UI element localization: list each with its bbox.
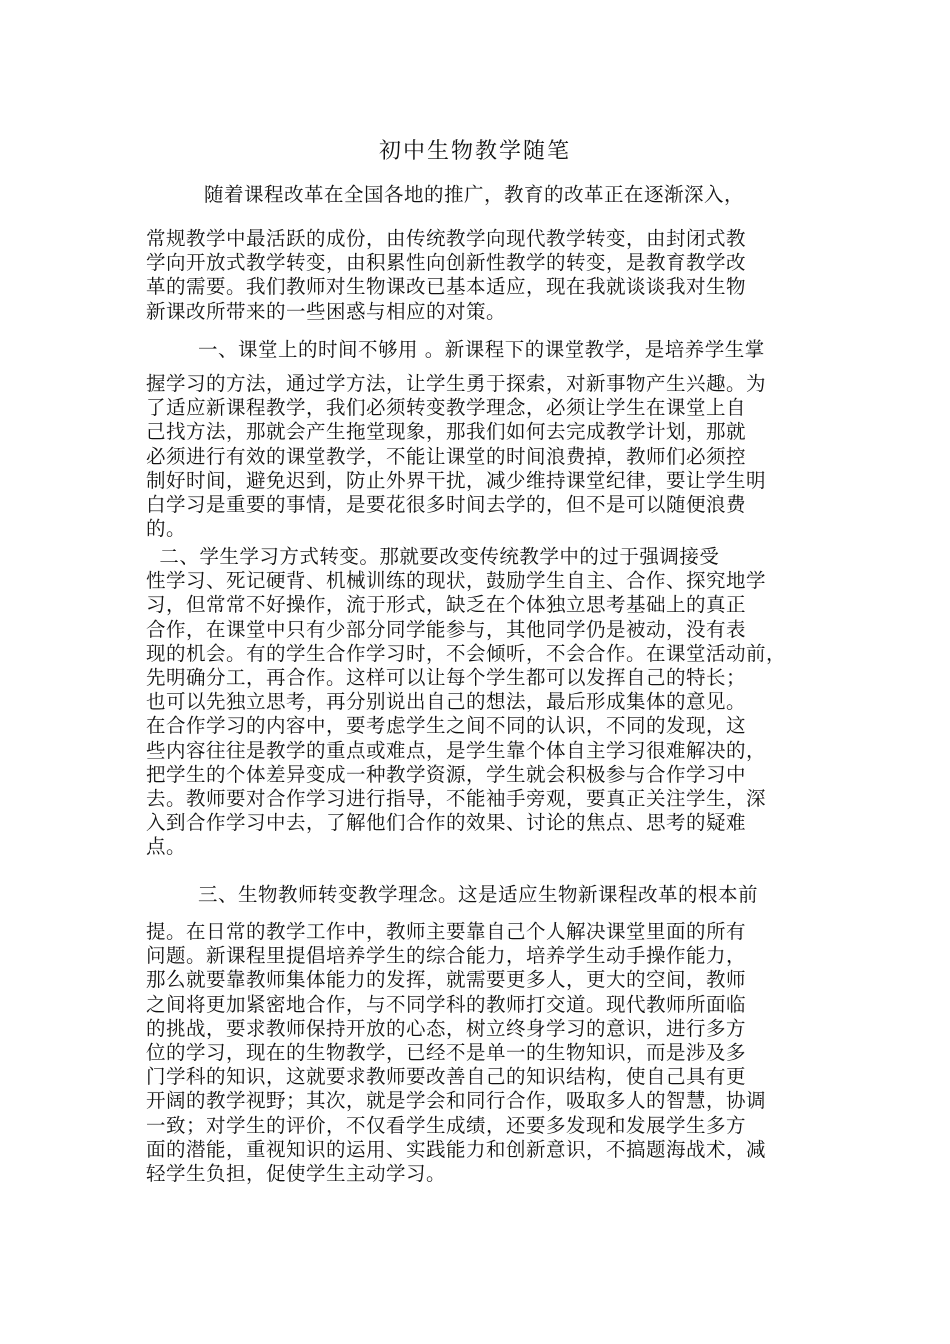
paragraph-4-line: 轻学生负担，促使学生主动学习。 (146, 1162, 447, 1186)
paragraph-2-line: 己找方法，那就会产生拖堂现象，那我们如何去完成教学计划，那就 (146, 420, 747, 444)
paragraph-2-line: 必须进行有效的课堂教学，不能让课堂的时间浪费掉，教师们必须控 (146, 444, 747, 468)
paragraph-3-line: 在合作学习的内容中，要考虑学生之间不同的认识，不同的发现，这 (146, 714, 747, 738)
paragraph-1-first-line: 随着课程改革在全国各地的推广，教育的改革正在逐渐深入， (204, 183, 745, 206)
paragraph-2-line: 了适应新课程教学，我们必须转变教学理念，必须让学生在课堂上自 (146, 396, 747, 420)
paragraph-4-line: 开阔的教学视野；其次，就是学会和同行合作，吸取多人的智慧，协调 (146, 1089, 767, 1113)
paragraph-4-line: 之间将更加紧密地合作，与不同学科的教师打交道。现代教师所面临 (146, 992, 747, 1016)
paragraph-4-line: 面的潜能，重视知识的运用、实践能力和创新意识，不搞题海战术，减 (146, 1137, 767, 1161)
paragraph-3-line: 性学习、死记硬背、机械训练的现状，鼓励学生自主、合作、探究地学 (146, 569, 767, 593)
paragraph-4-line: 问题。新课程里提倡培养学生的综合能力，培养学生动手操作能力， (146, 944, 747, 968)
paragraph-2-line: 制好时间，避免迟到，防止外界干扰，减少维持课堂纪律，要让学生明 (146, 468, 767, 492)
paragraph-3-line: 也可以先独立思考，再分别说出自己的想法，最后形成集体的意见。 (146, 690, 747, 714)
paragraph-1-line: 新课改所带来的一些困惑与相应的对策。 (146, 299, 507, 323)
paragraph-4-line: 那么就要靠教师集体能力的发挥，就需要更多人，更大的空间，教师 (146, 968, 747, 992)
document-title: 初中生物教学随笔 (378, 139, 571, 164)
paragraph-1 (146, 227, 810, 324)
paragraph-3-line: 入到合作学习中去，了解他们合作的效果、讨论的焦点、思考的疑难 (146, 811, 747, 835)
paragraph-3-line: 习，但常常不好操作，流于形式，缺乏在个体独立思考基础上的真正 (146, 593, 747, 617)
paragraph-3-line: 些内容往往是教学的重点或难点，是学生靠个体自主学习很难解决的， (146, 738, 767, 762)
paragraph-3-line: 现的机会。有的学生合作学习时，不会倾听，不会合作。在课堂活动前， (146, 641, 787, 665)
paragraph-4-line: 提。在日常的教学工作中，教师主要靠自己个人解决课堂里面的所有 (146, 920, 747, 943)
paragraph-2-line: 白学习是重要的事情，是要花很多时间去学的，但不是可以随便浪费 (146, 493, 747, 517)
paragraph-4 (146, 920, 810, 1186)
paragraph-3-line: 点。 (146, 835, 187, 859)
paragraph-3-line: 先明确分工，再合作。这样可以让每个学生都可以发挥自己的特长； (146, 666, 747, 690)
paragraph-1-line: 常规教学中最活跃的成份，由传统教学向现代教学转变，由封闭式教 (146, 227, 747, 250)
paragraph-4-line: 门学科的知识，这就要求教师要改善自己的知识结构，使自己具有更 (146, 1065, 747, 1089)
paragraph-3-line: 二、学生学习方式转变。那就要改变传统教学中的过于强调接受 (146, 545, 720, 568)
paragraph-2 (146, 372, 810, 541)
paragraph-3-line: 去。教师要对合作学习进行指导，不能袖手旁观，要真正关注学生，深 (146, 787, 767, 811)
paragraph-2-first-line: 一、课堂上的时间不够用 。新课程下的课堂教学，是培养学生掌 (198, 338, 765, 361)
paragraph-2-line: 握学习的方法，通过学方法，让学生勇于探索，对新事物产生兴趣。为 (146, 372, 767, 395)
paragraph-3 (146, 545, 810, 860)
paragraph-3-line: 合作，在课堂中只有少部分同学能参与，其他同学仍是被动，没有表 (146, 617, 747, 641)
paragraph-1-line: 革的需要。我们教师对生物课改已基本适应，现在我就谈谈我对生物 (146, 275, 747, 299)
paragraph-2-line: 的。 (146, 517, 187, 541)
paragraph-4-first-line: 三、生物教师转变教学理念。这是适应生物新课程改革的根本前 (198, 883, 759, 906)
paragraph-4-line: 一致；对学生的评价，不仅看学生成绩，还要多发现和发展学生多方 (146, 1113, 747, 1137)
paragraph-4-line: 位的学习，现在的生物教学，已经不是单一的生物知识，而是涉及多 (146, 1041, 747, 1065)
paragraph-3-line: 把学生的个体差异变成一种教学资源，学生就会积极参与合作学习中 (146, 762, 747, 786)
paragraph-1-line: 学向开放式教学转变，由积累性向创新性教学的转变，是教育教学改 (146, 251, 747, 275)
paragraph-4-line: 的挑战，要求教师保持开放的心态，树立终身学习的意识，进行多方 (146, 1016, 747, 1040)
